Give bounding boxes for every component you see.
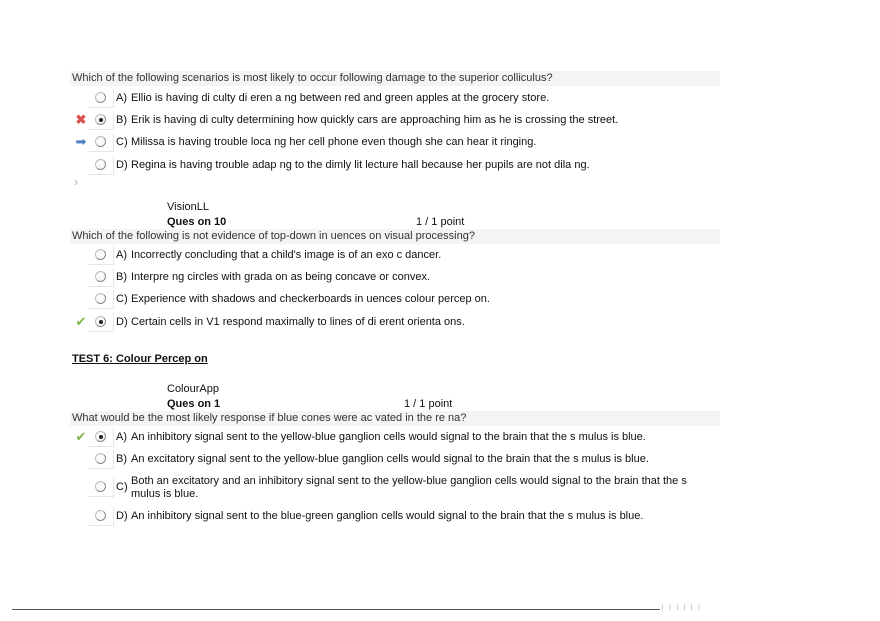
app-name: VisionLL xyxy=(167,201,209,213)
option-text: Interpre ng circles with grada on as being concave or convex. xyxy=(131,271,430,283)
option-text: Certain cells in V1 respond maximally to lines of di erent orienta ons. xyxy=(131,316,465,328)
option-text: Experience with shadows and checkerboards in uences colour percep on. xyxy=(131,293,490,305)
option-d[interactable] xyxy=(73,507,713,525)
radio-button[interactable] xyxy=(95,271,106,282)
radio-button[interactable] xyxy=(95,249,106,260)
status-mark xyxy=(73,450,89,468)
option-letter: A) xyxy=(116,431,127,443)
option-letter: D) xyxy=(116,316,128,328)
radio-button[interactable] xyxy=(95,431,106,442)
status-mark xyxy=(73,156,89,174)
status-mark xyxy=(73,268,89,286)
radio-button[interactable] xyxy=(95,92,106,103)
status-mark xyxy=(73,290,89,308)
option-text: An inhibitory signal sent to the blue-green ganglion cells would signal to the brain that the s mulus is blue. xyxy=(131,510,644,522)
correct-check-icon: ✔ xyxy=(75,314,87,329)
radio-button[interactable] xyxy=(95,453,106,464)
option-b[interactable] xyxy=(73,268,713,286)
radio-button[interactable] xyxy=(95,159,106,170)
option-c[interactable] xyxy=(73,290,713,308)
option-text: Regina is having trouble adap ng to the dimly lit lecture hall because her pupils are not dila ng. xyxy=(131,159,590,171)
question-label: Ques on 10 xyxy=(167,216,227,228)
option-text: Milissa is having trouble loca ng her cell phone even though she can hear it ringing. xyxy=(131,136,537,148)
option-letter: B) xyxy=(116,114,127,126)
option-letter: D) xyxy=(116,510,128,522)
footer-marks: | | | | | | xyxy=(662,605,702,611)
option-d[interactable] xyxy=(73,156,713,174)
chevron-right-icon[interactable]: › xyxy=(74,175,78,189)
question-text: Which of the following is not evidence of top-down in uences on visual processing? xyxy=(72,230,475,242)
option-text: Erik is having di culty determining how quickly cars are approaching him as he is crossing the street. xyxy=(131,114,619,126)
status-mark xyxy=(73,89,89,107)
option-b[interactable] xyxy=(73,111,713,129)
option-text: An inhibitory signal sent to the yellow-blue ganglion cells would signal to the brain that the s mulus is blue. xyxy=(131,431,646,443)
radio-button[interactable] xyxy=(95,293,106,304)
footer-rule xyxy=(12,609,660,610)
option-a[interactable] xyxy=(73,428,713,446)
option-a[interactable] xyxy=(73,89,713,107)
radio-button[interactable] xyxy=(95,510,106,521)
option-text: Incorrectly concluding that a child's image is of an exo c dancer. xyxy=(131,249,442,261)
option-text: Both an excitatory and an inhibitory signal sent to the yellow-blue ganglion cells would signal to the brain that the s mulus is blue. xyxy=(131,475,687,500)
radio-button[interactable] xyxy=(95,316,106,327)
option-letter: D) xyxy=(116,159,128,171)
option-d[interactable] xyxy=(73,313,713,331)
option-letter: C) xyxy=(116,136,128,148)
status-mark xyxy=(73,507,89,525)
section-heading: TEST 6: Colour Percep on xyxy=(72,353,208,365)
question-label: Ques on 1 xyxy=(167,398,221,410)
correct-answer-arrow-icon: ➡ xyxy=(75,134,87,149)
radio-button[interactable] xyxy=(95,481,106,492)
option-letter: C) xyxy=(116,481,128,493)
option-b[interactable] xyxy=(73,450,713,468)
option-c[interactable] xyxy=(73,133,713,151)
question-text: Which of the following scenarios is most likely to occur following damage to the superior colliculus? xyxy=(72,72,553,84)
option-letter: B) xyxy=(116,271,127,283)
option-text: Ellio is having di culty di eren a ng between red and green apples at the grocery store. xyxy=(131,92,550,104)
option-c[interactable] xyxy=(73,475,713,500)
status-mark xyxy=(73,246,89,264)
option-a[interactable] xyxy=(73,246,713,264)
correct-check-icon: ✔ xyxy=(75,429,87,444)
radio-button[interactable] xyxy=(95,114,106,125)
wrong-x-icon: ✖ xyxy=(75,112,87,127)
radio-button[interactable] xyxy=(95,136,106,147)
option-letter: A) xyxy=(116,249,127,261)
question-score: 1 / 1 point xyxy=(404,398,453,410)
option-letter: C) xyxy=(116,293,128,305)
status-mark xyxy=(73,478,89,496)
question-text: What would be the most likely response if blue cones were ac vated in the re na? xyxy=(72,412,467,424)
app-name: ColourApp xyxy=(167,383,219,395)
option-letter: B) xyxy=(116,453,127,465)
option-letter: A) xyxy=(116,92,127,104)
question-score: 1 / 1 point xyxy=(416,216,465,228)
option-text: An excitatory signal sent to the yellow-blue ganglion cells would signal to the brain that the s mulus is blue. xyxy=(131,453,649,465)
